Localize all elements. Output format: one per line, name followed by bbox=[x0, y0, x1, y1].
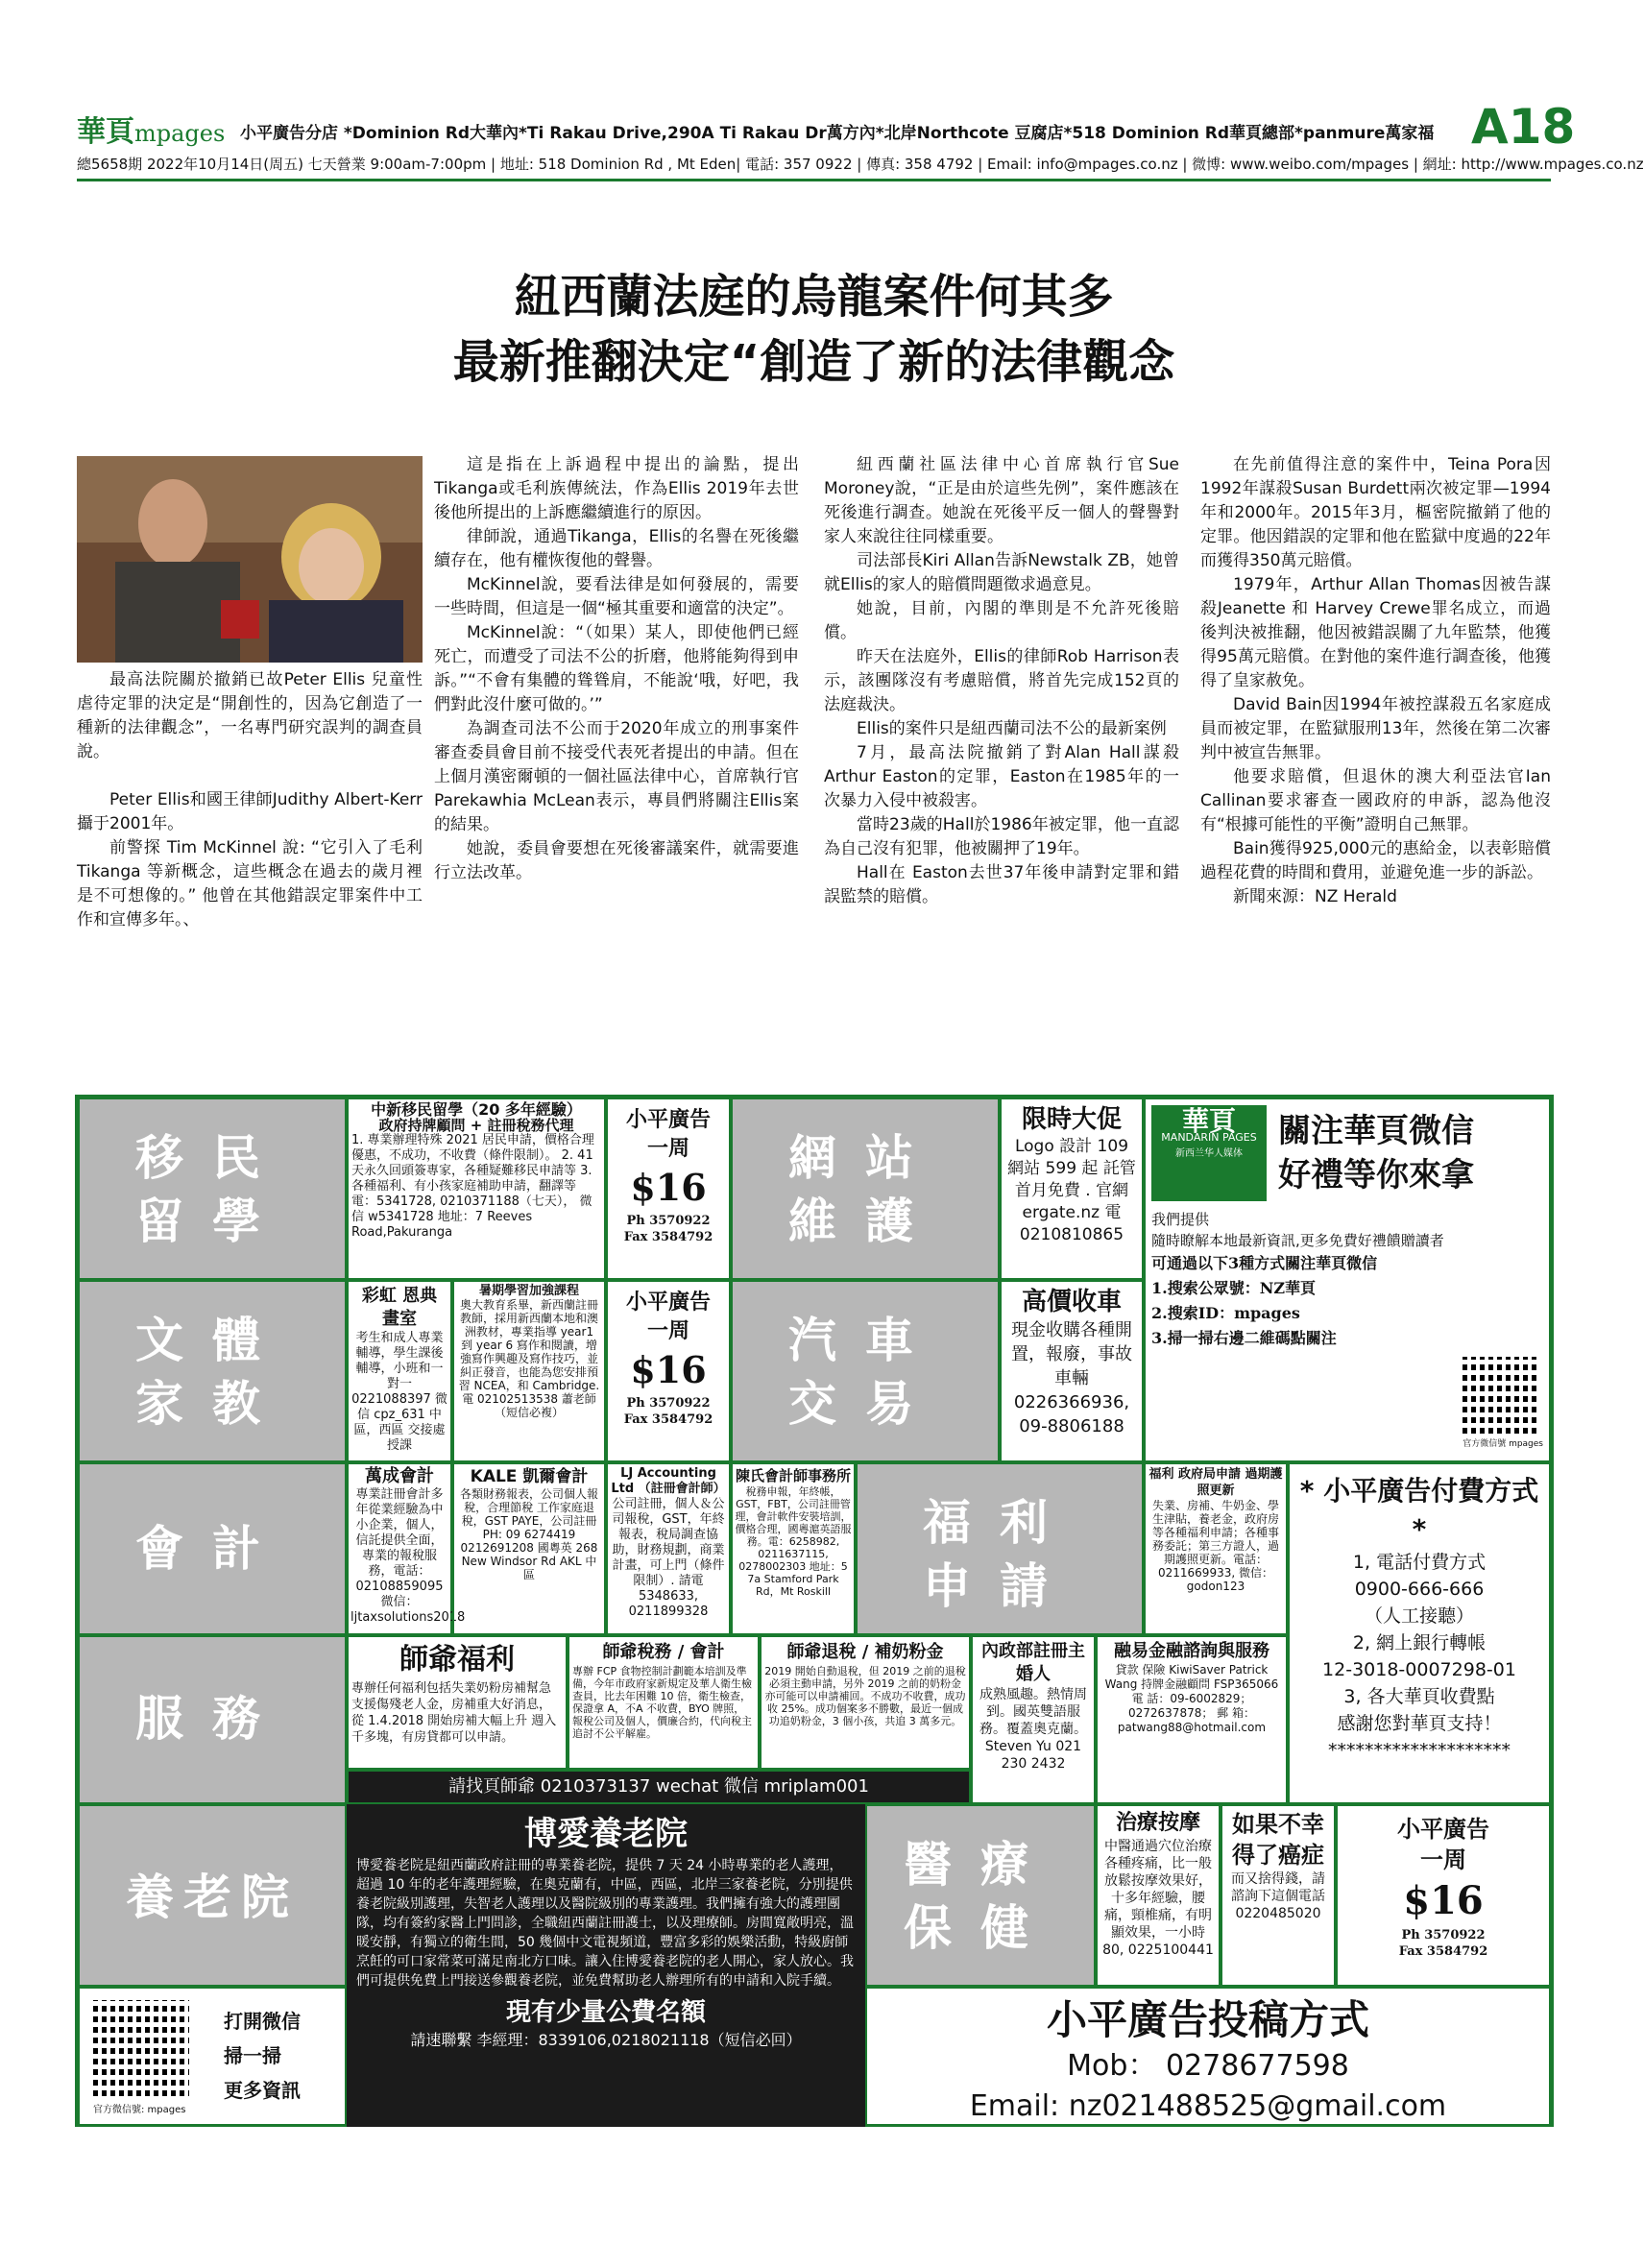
small-ad-price-box-3: 小平廣告 一周 $16 Ph 3570922 Fax 3584792 bbox=[1336, 1804, 1551, 1987]
ad-shiye-tax: 師爺稅務 / 會計 專辦 FCP 食物控制計劃範本培訓及準備，今年市政府家新規定及華人衛生檢查員，比去年困難 10 倍，衛生檢查，保證拿 A，不A 不收費，BYO 牌照，報稅公司及個人，價廉合約，代向稅主追討不公平解雇。 bbox=[568, 1635, 760, 1770]
col4-para4: 他要求賠償，但退休的澳大利亞法官Ian Callinan要求審查一國政府的申訴，認為他沒有“根據可能性的平衡”證明自己無罪。 bbox=[1200, 767, 1551, 834]
col2-para2: 律師說，通過Tikanga，Ellis的名譽在死後繼續存在，他有權恢復他的聲譽。 bbox=[434, 527, 799, 570]
col3-para5: Ellis的案件只是紐西蘭司法不公的最新案例 bbox=[857, 719, 1167, 738]
ad-massage-therapy: 治療按摩 中醫通過穴位治療各種疼痛，比一般放鬆按摩效果好，十多年經驗，腰痛，頸椎痛，有明顯效果，一小時 80, 0225100441 bbox=[1096, 1804, 1221, 1987]
mpages-logo: 華頁mpages bbox=[77, 115, 226, 149]
col4-para5: Bain獲得925,000元的惠給金，以表彰賠償過程花費的時間和費用，並避免進一步的訴訟。 bbox=[1200, 839, 1551, 882]
wechat-step-3: 3.掃一掃右邊二維碼點關注 bbox=[1151, 1329, 1337, 1347]
col4-para6: 新聞來源：NZ Herald bbox=[1233, 887, 1397, 906]
mandarin-pages-logo: 華頁 MANDARIN PAGES 新西兰华人媒体 bbox=[1151, 1105, 1267, 1201]
ad-cancer-info: 如果不幸得了癌症 而又捨得錢，請諮詢下這個電話 0220485020 bbox=[1221, 1804, 1336, 1987]
col1-para1: Peter Ellis和國王律師Judithy Albert-Kerr攝于2001年。 bbox=[77, 790, 423, 833]
ad-shiye-retire: 師爺退稅 / 補奶粉金 2019 開始自動退稅，但 2019 之前的退稅必須主動申請，另外 2019 之前的奶粉金亦可能可以申請補回。不成功不收費，成功收 25%。成功個案多不勝數，最近一個成功追奶粉金，3 個小孩，共追 3 萬多元。 bbox=[760, 1635, 971, 1770]
small-ad-price-box-2: 小平廣告 一周 $16 Ph 3570922 Fax 3584792 bbox=[606, 1280, 731, 1462]
category-immigration: 移民留學 bbox=[78, 1098, 347, 1280]
col3-para3: 她說，目前，內閣的準則是不允許死後賠償。 bbox=[824, 599, 1179, 642]
headline-line1: 紐西蘭法庭的烏龍案件何其多 bbox=[514, 270, 1114, 324]
col3-para6: 7月，最高法院撤銷了對Alan Hall謀殺Arthur Easton的定罪，Easton在1985年的一次暴力入侵中被殺害。 bbox=[824, 743, 1179, 810]
col2-para5: 為調查司法不公而于2020年成立的刑事案件審查委員會目前不接受代表死者提出的申請。但在上個月漢密爾頓的一個社區法律中心，首席執行官Parekawhia McLean表示，專員們將關注Ellis案的結果。 bbox=[434, 719, 799, 834]
qr-action-scan: 掃一掃 bbox=[224, 2044, 281, 2067]
ad-wancheng-accounting: 萬成會計 專業註冊會計多年從業經驗為中小企業，個人，信託提供全面，專業的報稅服務，電話：02108859095 微信：ljtaxsolutions2018 bbox=[347, 1462, 452, 1635]
category-car: 汽車交易 bbox=[731, 1280, 1000, 1462]
branch-list: 小平廣告分店 *Dominion Rd大華內*Ti Rakau Drive,290A Ti Rakau Dr萬方內*北岸Northcote 豆腐店*518 Dominion Rd華頁總部*panmure萬家福 bbox=[240, 124, 1435, 143]
ad-art-studio: 彩虹 恩典 畫室 考生和成人專業輔導，學生課後輔導，小班和一對一 0221088397 微信 cpz_631 中區，西區 交接處授課 bbox=[347, 1280, 452, 1462]
category-welfare: 福利申請 bbox=[856, 1462, 1144, 1635]
ad-web-promo: 限時大促 Logo 設計 109 網站 599 起 託管首月免費 . 官網 ergate.nz 電 0210810865 bbox=[1000, 1098, 1144, 1280]
ad-welfare-passport: 福利 政府局申請 過期護照更新 失業、房補、牛奶金、學生津貼，養老金，政府房等各種福利申請；各種事務委託；第三方證人，過期護照更新。電話：0211669933, 微信：godon123 bbox=[1144, 1462, 1288, 1635]
col2-para3: McKinnel說，要看法律是如何發展的，需要一些時間，但這是一個“極其重要和適當的決定”。 bbox=[434, 575, 799, 618]
col3-para1: 紐西蘭社區法律中心首席執行官Sue Moroney說，“正是由於這些先例”，案件應該在死後進行調查。她說在死後平反一個人的聲譽對家人來說往往同樣重要。 bbox=[824, 455, 1179, 546]
category-web: 網站維護 bbox=[731, 1098, 1000, 1280]
wechat-step-2: 2.搜索ID：mpages bbox=[1151, 1304, 1300, 1322]
col1-para2: 前警探 Tim McKinnel 說: “它引入了毛利 Tikanga 等新概念，這些概念在過去的歲月裡是不可想像的。” 他曾在其他錯誤定罪案件中工作和宣傳多年。、 bbox=[77, 838, 423, 929]
category-culture-tutoring: 文體家教 bbox=[78, 1280, 347, 1462]
header-rule bbox=[77, 179, 1551, 181]
ad-chen-accounting: 陳氏會計師事務所 稅務申報，年終帳，GST，FBT，公司註冊管理，會計軟件安裝培訓，價格合理，國粵滬英語服務。電：6258982, 021163711​5, 0278002303 地址：5 7a Stamford Park Rd，Mt Roskill bbox=[731, 1462, 856, 1635]
mpages-qr-code[interactable] bbox=[93, 2000, 189, 2096]
ad-shiye-welfare: 師爺福利 專辦任何福利包括失業奶粉房補幫急支援傷殘老人金，房補重大好消息，從 1.4.2018 開始房補大幅上升 週入千多塊，有房貸都可以申請。 bbox=[347, 1635, 568, 1770]
qr-action-more: 更多資訊 bbox=[224, 2079, 301, 2102]
qr-action-open: 打開微信 bbox=[224, 2010, 301, 2033]
ad-finance-advice: 融易金融諮詢與服務 貸款 保險 KiwiSaver Patrick Wang 持牌金融顧問 FSP365066 電 話：09-6002829；0272637878； 郵 箱：patwang88@hotmail.com bbox=[1096, 1635, 1288, 1804]
news-photo bbox=[77, 456, 423, 663]
ad-marriage-celebrant: 內政部註冊主婚人 成熟風趣。熱情周到。國英雙語服務。覆蓋奧克蘭。Steven Yu 021 230 2432 bbox=[971, 1635, 1096, 1804]
col2-para6: 她說，委員會要想在死後審議案件，就需要進行立法改革。 bbox=[434, 839, 799, 882]
category-elderly-care: 養老院 bbox=[78, 1804, 347, 1987]
ad-boai-elderly-home: 博愛養老院 博愛養老院是紐西蘭政府註冊的專業養老院，提供 7 天 24 小時專業的老人護理，超過 10 年的老年護理經驗，在奧克蘭有，中區，西區，北岸三家養老院，分別提供養老院級別護理，失智老人護理以及醫院級別的專業護理。我們擁有強大的護理團隊，均有簽約家醫上門問診，全職紐西蘭註冊護士，以及理療師。房間寬敞明亮，溫暖安靜，有獨立的衛生間，50 幾個中文電視頻道，豐富多彩的娛樂活動，特級廚師烹飪的可口家常菜可滿足南北方口味。讓入住博愛養老院的老人開心，家人放心。我們可提供免費上門接送參觀養老院，並免費幫助老人辦理所有的申請和入院手續。 現有少量公費名額 請速聯繫 李經理：8339106,0218021118（短信必回） bbox=[347, 1804, 865, 2127]
ad-wechat-follow: 華頁 MANDARIN PAGES 新西兰华人媒体 關注華頁微信 好禮等你來拿 我們提供 隨時瞭解本地最新資訊,更多免費好禮饋贈讀者 可通過以下3種方式關注華頁微信 1.搜索公眾號：NZ華頁 2.搜索ID：mpages 3.掃一掃右邊二維碼點關注 官方微信號 mpages bbox=[1144, 1098, 1551, 1462]
ad-submission-info: 小平廣告投稿方式 Mob： 0278677598 Email: nz021488525@gmail.com bbox=[865, 1987, 1551, 2127]
col3-para2: 司法部長Kiri Allan告訴Newstalk ZB，她曾就Ellis的家人的賠償問題徵求過意見。 bbox=[824, 551, 1179, 594]
col3-para8: Hall在 Easton去世37年後申請對定罪和錯誤監禁的賠償。 bbox=[824, 863, 1179, 906]
headline-line2: 最新推翻決定“創造了新的法律觀念 bbox=[452, 335, 1175, 389]
category-medical: 醫療保健 bbox=[865, 1804, 1096, 1987]
col2-para4: McKinnel說：“（如果）某人，即使他們已經死亡，而遭受了司法不公的折磨，他將能夠得到申訴。”“不會有集體的聳聳肩，不能說‘哦，好吧，我們對此沒什麼可做的。’” bbox=[434, 623, 799, 714]
photo-caption: 最高法院關於撤銷已故Peter Ellis 兒童性虐待定罪的決定是“開創性的，因為它創造了一種新的法律觀念”，一名專門研究誤判的調查員說。 bbox=[77, 670, 423, 761]
ad-lj-accounting: LJ Accounting Ltd （註冊會計師） 公司註冊，個人＆公司報稅，GST，年終報表，稅局調查協助，財務規劃，商業計畫，可上門（條件限制）. 請電 5348633, 0211899328 bbox=[606, 1462, 731, 1635]
ad-summer-course: 暑期學習加強課程 奧大教育系畢，新西蘭註冊教師，採用新西蘭本地和澳洲教材，專業指導 year1 到 year 6 寫作和閱讀，增強寫作興趣及寫作技巧，並糾正發音，也能為您安排預習 NCEA，和 Cambridge. 電 0210251353​8 蕭老師（短信必複） bbox=[452, 1280, 606, 1462]
col4-para1: 在先前值得注意的案件中，Teina Pora因1992年謀殺Susan Burdett兩次被定罪—1994年和2000年。2015年3月，樞密院撤銷了他的定罪。他因錯誤的定罪和他在監獄中度過的22年而獲得350萬元賠償。 bbox=[1200, 455, 1551, 570]
wechat-qr-code[interactable] bbox=[1463, 1357, 1539, 1434]
col3-para4: 昨天在法庭外，Ellis的律師Rob Harrison表示，該團隊沒有考慮賠償，將首先完成152頁的法庭裁決。 bbox=[824, 647, 1179, 714]
col4-para2: 1979年，Arthur Allan Thomas因被告謀殺Jeanette 和 Harvey Crewe罪名成立，而過後判決被推翻，他因被錯誤關了九年監禁，他獲得95萬元賠償。在對他的案件進行調查後，他獲得了皇家赦免。 bbox=[1200, 575, 1551, 690]
ad-payment-methods: * 小平廣告付費方式 * 1, 電話付費方式 0900-666-666 （人工接聽） 2, 網上銀行轉帳 12-3018-0007298-01 3, 各大華頁收費點 感謝您對華頁支持！ ******************** bbox=[1288, 1462, 1551, 1804]
col3-para7: 當時23歲的Hall於1986年被定罪，他一直認為自己沒有犯罪，他被關押了19年。 bbox=[824, 815, 1179, 858]
ad-shiye-footer: 請找頁師爺 0210373137 wechat 微信 mriplam001 bbox=[347, 1770, 971, 1804]
ad-car-buy: 高價收車 現金收購各種開置，報廢，事故車輛 0226366936, 09-8806188 bbox=[1000, 1280, 1144, 1462]
wechat-step-1: 1.搜索公眾號：NZ華頁 bbox=[1151, 1279, 1317, 1297]
small-ad-price-box: 小平廣告 一周 $16 Ph 3570922 Fax 3584792 bbox=[606, 1098, 731, 1280]
issue-info: 總5658期 2022年10月14日(周五) 七天營業 9:00am-7:00pm | 地址: 518 Dominion Rd , Mt Eden| 電話: 357 0922 | 傳真: 358 4792 | Email: info@mpages.co.nz | 微博: www.weibo.com/mpages | 網址: http://www.mpages.co.nz bbox=[77, 156, 1644, 173]
ad-kale-accounting: KALE 凱爾會計 各類財務報表，公司個人報稅，合理節稅 工作家庭退稅，GST PAYE，公司註冊 PH: 09 6274419 0212691208 國粵英 268 New Windsor Rd AKL 中區 bbox=[452, 1462, 606, 1635]
ad-immigration: 中新移民留學（20 多年經驗） 政府持牌顧問 + 註冊稅務代理 1. 專業辦理特殊 2021 居民申請，價格合理優惠，不成功，不收費（條件限制）。 2. 41 天永久回頭簽專家，各種疑難移民申請等 3. 各種福利、有小孩家庭補助申請，翻譯等 電：5341728, 0210371188（七天）， 微信 w5341728 地址：7 Reeves Road,Pakuranga bbox=[347, 1098, 606, 1280]
col4-para3: David Bain因1994年被控謀殺五名家庭成員而被定罪，在監獄服刑13年，然後在第二次審判中被宣告無罪。 bbox=[1200, 695, 1551, 762]
category-service: 服務 bbox=[78, 1635, 347, 1804]
ad-qr-scan: 官方微信號: mpages 打開微信 掃一掃 更多資訊 bbox=[78, 1987, 347, 2127]
col2-para1: 這是指在上訴過程中提出的論點，提出Tikanga或毛利族傳統法，作為Ellis 2019年去世後他所提出的上訴應繼續進行的原因。 bbox=[434, 455, 799, 522]
category-accounting: 會計 bbox=[78, 1462, 347, 1635]
page-number: A18 bbox=[1471, 99, 1576, 155]
classified-ads bbox=[75, 1095, 1554, 2127]
